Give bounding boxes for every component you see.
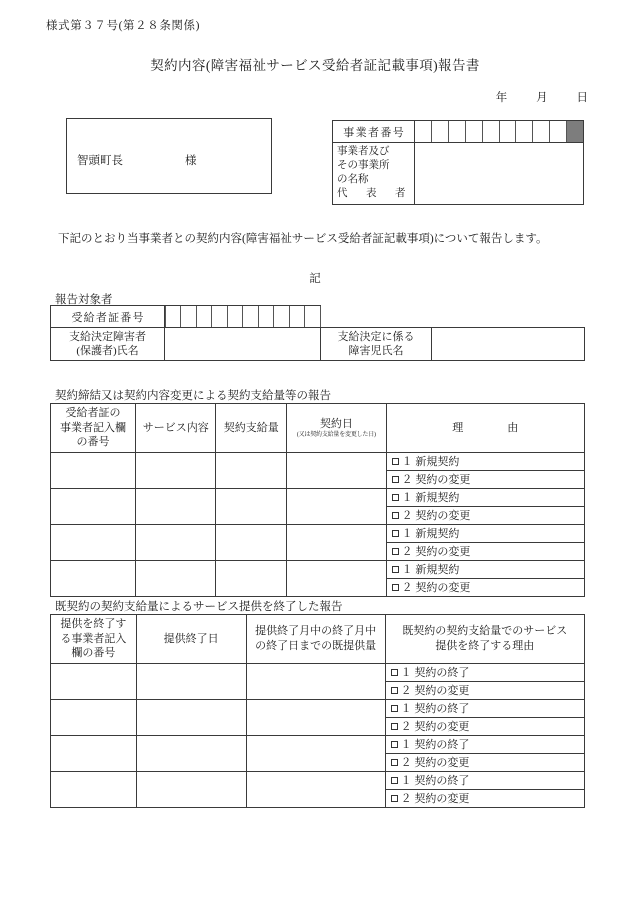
operator-name-row	[333, 143, 583, 204]
t1-cell-service[interactable]	[136, 524, 216, 560]
t1-cell-date[interactable]	[287, 524, 387, 560]
t1-body	[51, 452, 585, 596]
t1-reason-option-new[interactable]	[386, 452, 584, 470]
table-row	[51, 560, 585, 578]
t1-cell-cert[interactable]	[51, 452, 136, 488]
t1-header-reason-b: 由	[507, 421, 519, 434]
spacer-cell	[321, 306, 432, 328]
beneficiary-name-label	[51, 328, 165, 361]
cert-number-cell[interactable]	[165, 306, 181, 327]
t2-reason-option-change[interactable]	[385, 789, 584, 807]
table-row	[51, 663, 585, 681]
checkbox-icon[interactable]	[391, 669, 398, 676]
t1-cell-cert[interactable]	[51, 524, 136, 560]
t1-reason-label: ２ 契約の変更	[401, 582, 471, 594]
t1-reason-label: １ 新規契約	[401, 564, 460, 576]
cert-number-cell[interactable]	[181, 306, 196, 327]
t2-header-provided-amount	[246, 615, 385, 664]
addressee-text	[77, 152, 197, 168]
checkbox-icon[interactable]	[392, 548, 399, 555]
t1-reason-option-change[interactable]	[386, 542, 584, 560]
t1-header-service: サービス内容	[136, 404, 216, 453]
t2-header-cert-line3: 欄の番号	[71, 647, 116, 659]
operator-number-cell[interactable]	[533, 121, 550, 142]
operator-number-cell[interactable]	[500, 121, 517, 142]
t1-cell-amount[interactable]	[216, 560, 287, 596]
spacer-cell	[432, 306, 585, 328]
operator-number-cell-shaded	[567, 121, 583, 142]
t1-header-cert-line1: 受給者証の	[65, 407, 121, 419]
t2-header-provided-amount-line2: の終了日までの既提供量	[255, 639, 377, 652]
table-row	[51, 699, 585, 717]
table-row	[51, 524, 585, 542]
cert-number-cell[interactable]	[259, 306, 274, 327]
t1-reason-label: ２ 契約の変更	[401, 546, 471, 558]
date-day-label: 日	[576, 92, 588, 104]
cert-number-cell[interactable]	[243, 306, 258, 327]
t2-reason-label: １ 契約の終了	[400, 739, 470, 751]
t1-reason-option-new[interactable]	[386, 524, 584, 542]
t1-cell-amount[interactable]	[216, 524, 287, 560]
t2-cell-end-date[interactable]	[136, 663, 246, 699]
operator-number-row	[333, 121, 583, 143]
t1-cell-date[interactable]	[287, 488, 387, 524]
cert-number-cell[interactable]	[290, 306, 305, 327]
beneficiary-name-input[interactable]	[165, 328, 321, 361]
t2-reason-label: ２ 契約の変更	[400, 685, 470, 697]
operator-name-label	[333, 143, 415, 204]
t1-cell-service[interactable]	[136, 452, 216, 488]
t2-cell-cert[interactable]	[51, 771, 137, 807]
t1-header-contract-date	[287, 404, 387, 453]
t2-cell-provided-amount[interactable]	[246, 735, 385, 771]
child-name-label-line2: 障害児氏名	[348, 345, 404, 357]
operator-number-cell[interactable]	[466, 121, 483, 142]
operator-representative-label: 代 表 者	[337, 188, 410, 199]
addressee-recipient: 智頭町長	[77, 155, 123, 167]
t1-reason-label: ２ 契約の変更	[401, 474, 471, 486]
t2-reason-option-change[interactable]	[385, 681, 584, 699]
operator-number-cell[interactable]	[516, 121, 533, 142]
operator-name-input[interactable]	[415, 143, 583, 204]
checkbox-icon[interactable]	[391, 777, 398, 784]
operator-number-cell[interactable]	[432, 121, 449, 142]
t2-cell-provided-amount[interactable]	[246, 771, 385, 807]
t2-cell-end-date[interactable]	[136, 699, 246, 735]
table-row	[51, 452, 585, 470]
operator-number-cell[interactable]	[449, 121, 466, 142]
t2-reason-label: ２ 契約の変更	[400, 721, 470, 733]
t2-header-provided-amount-line1: 提供終了月中の終了月中	[255, 625, 377, 638]
checkbox-icon[interactable]	[391, 759, 398, 766]
t1-reason-option-change[interactable]	[386, 506, 584, 524]
t1-cell-date[interactable]	[287, 452, 387, 488]
t2-cell-cert[interactable]	[51, 663, 137, 699]
checkbox-icon[interactable]	[392, 458, 399, 465]
table-row	[51, 735, 585, 753]
t2-header-cert-line2: る事業者記入	[60, 632, 127, 645]
t1-header-cert-column	[51, 404, 136, 453]
table-row	[51, 771, 585, 789]
t1-reason-option-new[interactable]	[386, 560, 584, 578]
t2-cell-provided-amount[interactable]	[246, 663, 385, 699]
t1-header-cert-line3: の番号	[76, 436, 110, 448]
operator-number-label: 事業者番号	[333, 121, 415, 142]
checkbox-icon[interactable]	[391, 705, 398, 712]
t1-header-reason	[386, 404, 584, 453]
t1-cell-date[interactable]	[287, 560, 387, 596]
checkbox-icon[interactable]	[392, 584, 399, 591]
t2-reason-label: ２ 契約の変更	[400, 793, 470, 805]
t2-header-cert-column	[51, 615, 137, 664]
checkbox-icon[interactable]	[392, 476, 399, 483]
t2-reason-option-change[interactable]	[385, 717, 584, 735]
t2-header-reason	[385, 615, 584, 664]
date-month-label: 月	[536, 92, 548, 104]
cert-number-cell[interactable]	[274, 306, 289, 327]
ki-mark: 記	[309, 273, 321, 285]
checkbox-icon[interactable]	[391, 723, 398, 730]
cert-number-cell[interactable]	[212, 306, 227, 327]
target-person-table	[50, 305, 585, 361]
t2-reason-label: １ 契約の終了	[400, 775, 470, 787]
operator-number-cell[interactable]	[483, 121, 500, 142]
cert-number-cell[interactable]	[228, 306, 243, 327]
t2-reason-option-end[interactable]	[385, 663, 584, 681]
operator-number-cell[interactable]	[415, 121, 432, 142]
t1-header-contract-date-note: (又は契約支給量を変更した日)	[296, 431, 376, 438]
t2-reason-option-change[interactable]	[385, 753, 584, 771]
t1-cell-cert[interactable]	[51, 560, 136, 596]
t1-header-cert-line2: 事業者記入欄	[60, 421, 127, 434]
t1-cell-service[interactable]	[136, 560, 216, 596]
t1-header-contract-date-main: 契約日	[319, 418, 353, 430]
termination-report-table	[50, 614, 585, 808]
t1-reason-option-change[interactable]	[386, 578, 584, 596]
t1-reason-label: １ 新規契約	[401, 492, 460, 504]
checkbox-icon[interactable]	[392, 494, 399, 501]
t1-reason-option-change[interactable]	[386, 470, 584, 488]
child-name-input[interactable]	[432, 328, 585, 361]
cert-number-cell[interactable]	[197, 306, 212, 327]
t2-header-cert-line1: 提供を終了す	[60, 618, 127, 630]
operator-name-label-line1: 事業者及び	[337, 146, 390, 157]
contract-report-table	[50, 403, 585, 597]
table-header-row	[51, 615, 585, 664]
table2-caption: 既契約の契約支給量によるサービス提供を終了した報告	[55, 601, 343, 613]
addressee-box	[66, 118, 272, 194]
operator-box	[332, 120, 584, 205]
target-section-caption: 報告対象者	[55, 294, 113, 306]
date-year-label: 年	[495, 92, 508, 104]
t2-header-end-date: 提供終了日	[136, 615, 246, 664]
t2-cell-cert[interactable]	[51, 699, 137, 735]
beneficiary-name-label-line2: (保護者)氏名	[76, 345, 139, 357]
table-row	[51, 488, 585, 506]
t2-reason-label: １ 契約の終了	[400, 703, 470, 715]
child-name-label-line1: 支給決定に係る	[337, 331, 415, 343]
operator-number-cells[interactable]	[415, 121, 583, 142]
t2-reason-label: １ 契約の終了	[400, 667, 470, 679]
operator-name-label-line2: その事業所	[337, 160, 390, 171]
table-row	[51, 328, 585, 361]
t1-reason-label: １ 新規契約	[401, 456, 460, 468]
t2-reason-label: ２ 契約の変更	[400, 757, 470, 769]
t1-cell-amount[interactable]	[216, 452, 287, 488]
table1-caption: 契約締結又は契約内容変更による契約支給量等の報告	[55, 390, 331, 402]
t2-reason-option-end[interactable]	[385, 771, 584, 789]
t2-cell-provided-amount[interactable]	[246, 699, 385, 735]
t1-cell-service[interactable]	[136, 488, 216, 524]
cert-number-cells[interactable]	[165, 306, 321, 328]
checkbox-icon[interactable]	[392, 512, 399, 519]
t1-reason-label: ２ 契約の変更	[401, 510, 471, 522]
t1-cell-amount[interactable]	[216, 488, 287, 524]
t1-reason-option-new[interactable]	[386, 488, 584, 506]
t2-body	[51, 663, 585, 807]
t2-header-reason-line2: 提供を終了する理由	[435, 639, 535, 652]
page-title: 契約内容(障害福祉サービス受給者証記載事項)報告書	[150, 58, 480, 73]
statement-text: 下記のとおり当事業者との契約内容(障害福祉サービス受給者証記載事項)について報告します。	[58, 233, 548, 245]
cert-number-cell[interactable]	[305, 306, 320, 327]
t2-cell-end-date[interactable]	[136, 735, 246, 771]
checkbox-icon[interactable]	[392, 530, 399, 537]
checkbox-icon[interactable]	[391, 795, 398, 802]
checkbox-icon[interactable]	[391, 741, 398, 748]
checkbox-icon[interactable]	[392, 566, 399, 573]
t2-reason-option-end[interactable]	[385, 699, 584, 717]
t2-header-reason-line1: 既契約の契約支給量でのサービス	[402, 625, 568, 638]
t2-cell-cert[interactable]	[51, 735, 137, 771]
operator-name-label-line3: の名称	[337, 174, 369, 185]
table-row	[51, 306, 585, 328]
t1-header-reason-a: 理	[452, 421, 464, 434]
t1-header-amount: 契約支給量	[216, 404, 287, 453]
cert-number-label: 受給者証番号	[51, 306, 165, 328]
beneficiary-name-label-line1: 支給決定障害者	[69, 331, 146, 343]
t1-reason-label: １ 新規契約	[401, 528, 460, 540]
operator-number-cell[interactable]	[550, 121, 567, 142]
date-line	[496, 89, 588, 105]
t2-cell-end-date[interactable]	[136, 771, 246, 807]
checkbox-icon[interactable]	[391, 687, 398, 694]
table-header-row	[51, 404, 585, 453]
t2-reason-option-end[interactable]	[385, 735, 584, 753]
t1-cell-cert[interactable]	[51, 488, 136, 524]
addressee-honorific: 様	[185, 155, 197, 167]
child-name-label	[321, 328, 432, 361]
form-number: 様式第３７号(第２８条関係)	[46, 20, 201, 32]
